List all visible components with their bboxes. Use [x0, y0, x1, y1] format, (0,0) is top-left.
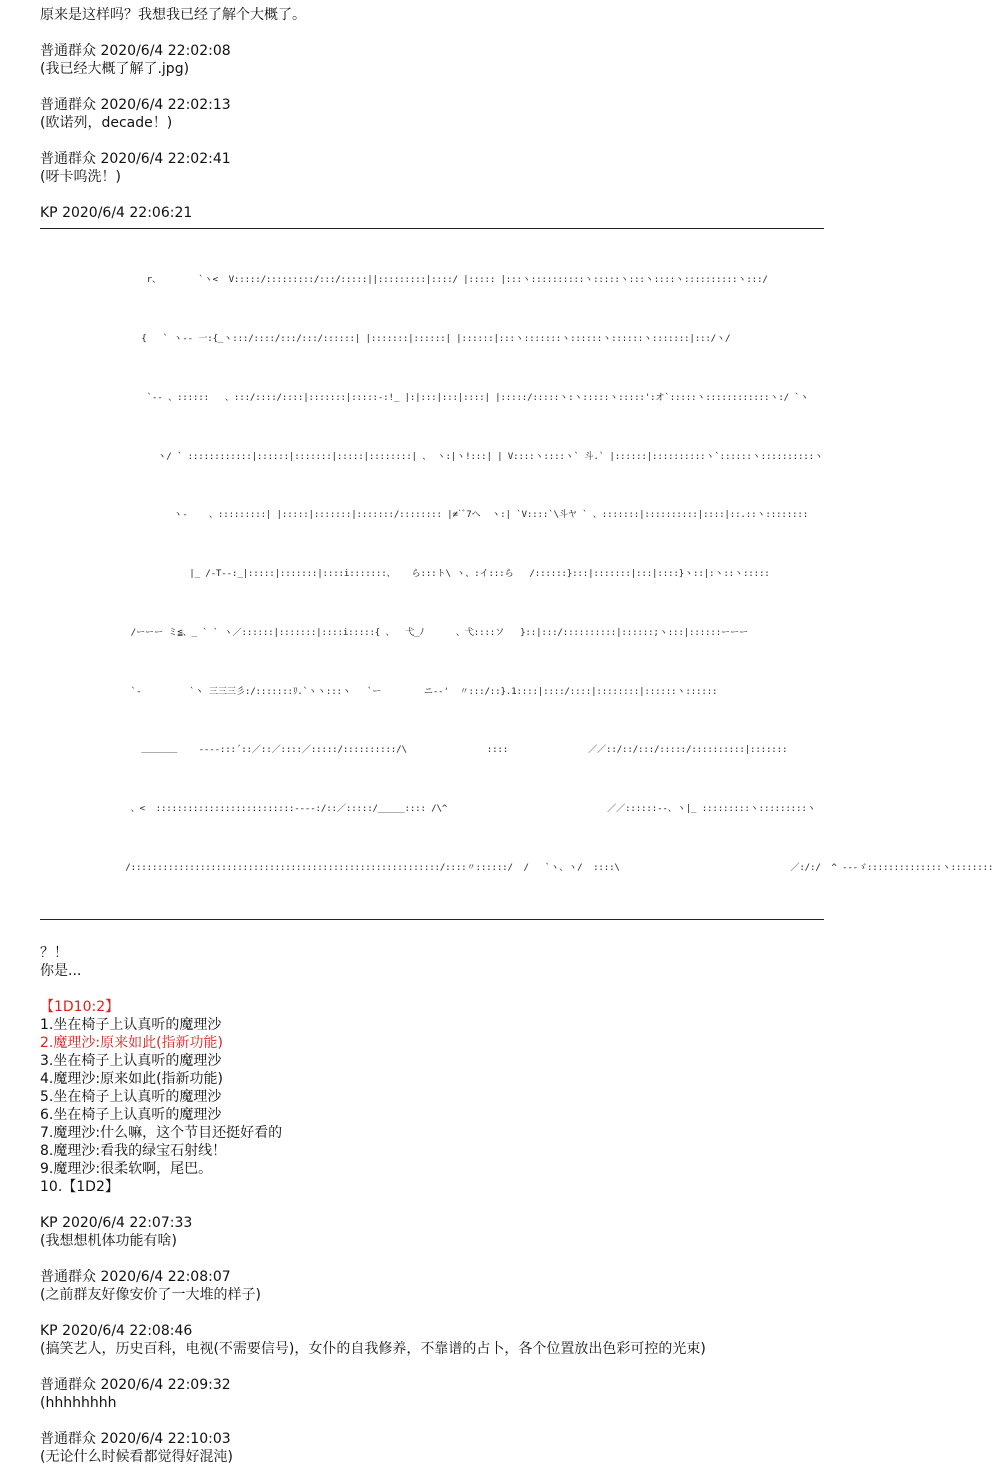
ascii-art-line: /ーーー ミ≦、_ ` ` ヽ／::::::|:::::::|::::i:::::{ 、 弋_ﾉ 、弋::::ソ }::|:::/::::::::::|::::::;ヽ:::|::::::ーーー	[40, 626, 748, 638]
ascii-art-line: ヽ- 、:::::::::| |:::::|:::::::|:::::::/:::::::: |≠`ﾞ7へ ヽ:| `V::::`\斗ヤ ` 、:::::::|::::::::::|::::|::.::ヽ::::::::	[40, 509, 809, 521]
ascii-art-line: /::::::::::::::::::::::::::::::::::::::::::::::::::::::::::/::::〃::::::/ / `ヽ、ヽ/ ::::\ ／:/:/ ^ ---ゞ::::::::::::::ヽ::::::::	[40, 862, 993, 873]
bottom-divider	[40, 919, 824, 920]
option-item: 3.坐在椅子上认真听的魔理沙	[40, 1052, 222, 1069]
ascii-art-line: `- `ヽ 三三三彡:/:::::::ﾘ.`ヽヽ:::ヽ `ー ニ--' 〃:::/::}.1::::|::::/::::|::::::::|::::::ヽ::::::	[40, 685, 718, 697]
option-item: 9.魔理沙:很柔软啊，尾巴。	[40, 1160, 213, 1177]
intro-text: 原来是这样吗？我想我已经了解个大概了。	[40, 7, 306, 23]
message-header: 普通群众 2020/6/4 22:02:13	[40, 97, 231, 113]
message-body: (我已经大概了解了.jpg)	[40, 61, 190, 77]
message-header: KP 2020/6/4 22:06:21	[40, 205, 193, 221]
ascii-art-line: r、 `ヽ< V:::::/:::::::::/:::/:::::||:::::::::|::::/ |::::: |:::ヽ::::::::::ヽ:::::ヽ:::ヽ::::ヽ::::::::::ヽ:::/	[40, 274, 768, 286]
message-body: (欧诺列，decade！)	[40, 115, 173, 131]
ascii-art-line: 、< ::::::::::::::::::::::::::----:/::／:::::/_____:::: /\^ ／／::::::--、ヽ|_ :::::::::ヽ:::::::::ヽ	[40, 803, 816, 815]
ascii-art-line: ヽ/ ` ::::::::::::|::::::|:::::::|:::::|::::::::| 、 ヽ:|ヽ!:::| | V::::ヽ::::ヽ` 斗.` |::::::|::::::::::ヽ`::::::ヽ::::::::::ヽ	[40, 450, 823, 462]
message-body: (无论什么时候看都觉得好混沌)	[40, 1448, 233, 1465]
message-header: 普通群众 2020/6/4 22:02:08	[40, 43, 231, 59]
exclamation-text: ？！	[40, 944, 68, 961]
question-text: 你是...	[40, 962, 82, 979]
message-body: (呀卡呜洗！)	[40, 169, 121, 185]
message-header: 普通群众 2020/6/4 22:02:41	[40, 151, 231, 167]
message-body: (hhhhhhhh	[40, 1394, 117, 1411]
dice-result: 【1D10:2】	[40, 998, 120, 1015]
post-content	[40, 6, 993, 1466]
ascii-art-line: |_ /-T--:_|:::::|:::::::|::::i:::::::、 ら:::ト\ ヽ、:イ:::ら /::::::}:::|:::::::|:::|::::}ヽ::|:ヽ::ヽ:::::	[40, 568, 770, 580]
option-item: 8.魔理沙:看我的绿宝石射线！	[40, 1142, 227, 1159]
message-body: (我想想机体功能有啥)	[40, 1232, 177, 1249]
message-body: (搞笑艺人，历史百科，电视(不需要信号)，女仆的自我修养，不靠谱的占卜，各个位置放出色彩可控的光束)	[40, 1340, 706, 1357]
message-header: 普通群众 2020/6/4 22:10:03	[40, 1430, 231, 1447]
ascii-art-line: ＿＿＿＿ ----:::´::／::／::::／:::::/::::::::::/\ :::: ／／::/::/:::/:::::/::::::::::|:::::::	[40, 744, 788, 756]
message-header: KP 2020/6/4 22:07:33	[40, 1214, 193, 1231]
option-item: 4.魔理沙:原来如此(指新功能)	[40, 1070, 223, 1087]
ascii-art	[40, 229, 993, 919]
ascii-art-block	[40, 228, 993, 920]
ascii-art-line: `-- 、:::::: 、:::/::::/::::|:::::::|:::::-:!_ |:|:::|:::|::::| |:::::/:::::ヽ:ヽ:::::ヽ:::::':オ`:::::ヽ::::::::::::ヽ:/ `ヽ	[40, 391, 809, 403]
option-item: 7.魔理沙:什么嘛，这个节目还挺好看的	[40, 1124, 283, 1141]
option-item: 1.坐在椅子上认真听的魔理沙	[40, 1016, 222, 1033]
ascii-art-line: { ` ヽ-- 一:{_ヽ:::/::::/:::/:::/::::::| |:::::::|::::::| |::::::|:::ヽ:::::::ヽ::::::ヽ::::::ヽ:::::::|:::/ヽ/	[40, 332, 731, 344]
option-item: 6.坐在椅子上认真听的魔理沙	[40, 1106, 222, 1123]
message-header: 普通群众 2020/6/4 22:09:32	[40, 1376, 231, 1393]
option-item: 10.【1D2】	[40, 1178, 119, 1195]
message-body: (之前群友好像安价了一大堆的样子)	[40, 1286, 261, 1303]
message-header: KP 2020/6/4 22:08:46	[40, 1322, 193, 1339]
option-item: 5.坐在椅子上认真听的魔理沙	[40, 1088, 222, 1105]
message-header: 普通群众 2020/6/4 22:08:07	[40, 1268, 231, 1285]
option-item-selected: 2.魔理沙:原来如此(指新功能)	[40, 1034, 223, 1051]
